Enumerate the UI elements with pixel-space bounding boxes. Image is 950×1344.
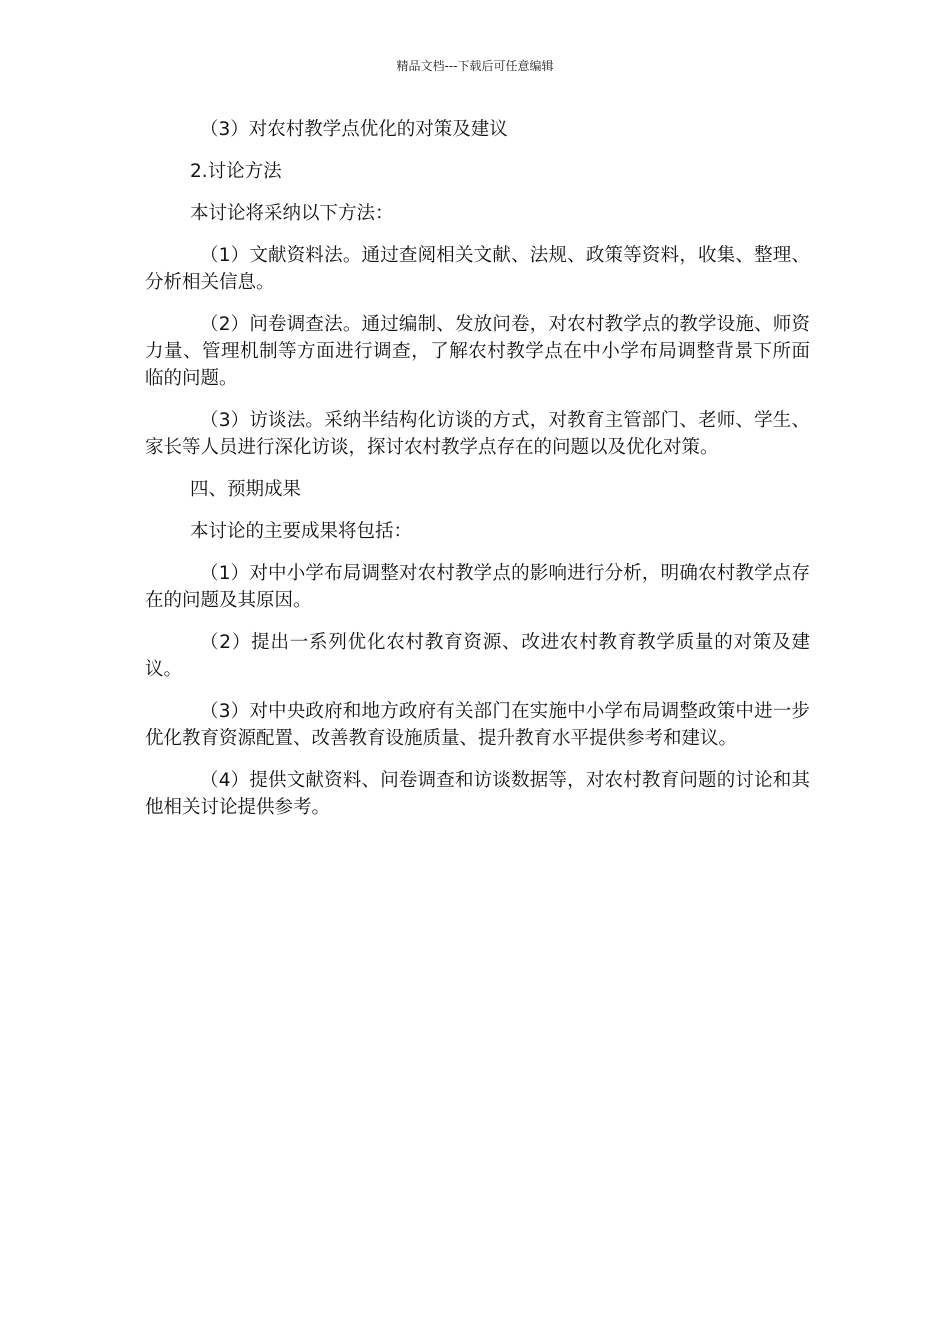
list-item-literature-method: （1）文献资料法。通过查阅相关文献、法规、政策等资料，收集、整理、分析相关信息。 — [145, 245, 810, 293]
page-header: 精品文档---下载后可任意编辑 — [396, 59, 554, 73]
paragraph-results-intro: 本讨论的主要成果将包括： — [190, 521, 413, 542]
paragraph-strategy-item: （3）对农村教学点优化的对策及建议 — [200, 119, 508, 140]
section-heading-methods: 2.讨论方法 — [190, 161, 282, 182]
list-item-questionnaire-method: （2）问卷调查法。通过编制、发放问卷，对农村教学点的教学设施、师资力量、管理机制等方面进行调查，了解农村教学点在中小学布局调整背景下所面临的问题。 — [145, 314, 810, 389]
list-item-result-1: （1）对中小学布局调整对农村教学点的影响进行分析，明确农村教学点存在的问题及其原因。 — [145, 563, 810, 611]
list-item-result-4: （4）提供文献资料、问卷调查和访谈数据等，对农村教育问题的讨论和其他相关讨论提供参考。 — [145, 770, 810, 818]
paragraph-methods-intro: 本讨论将采纳以下方法： — [190, 203, 394, 224]
document-body — [145, 116, 810, 821]
section-heading-expected-results: 四、预期成果 — [190, 479, 302, 500]
list-item-result-2: （2）提出一系列优化农村教育资源、改进农村教育教学质量的对策及建议。 — [145, 632, 810, 680]
list-item-result-3: （3）对中央政府和地方政府有关部门在实施中小学布局调整政策中进一步优化教育资源配置、改善教育设施质量、提升教育水平提供参考和建议。 — [145, 701, 810, 749]
list-item-interview-method: （3）访谈法。采纳半结构化访谈的方式，对教育主管部门、老师、学生、家长等人员进行深化访谈，探讨农村教学点存在的问题以及优化对策。 — [145, 410, 810, 458]
